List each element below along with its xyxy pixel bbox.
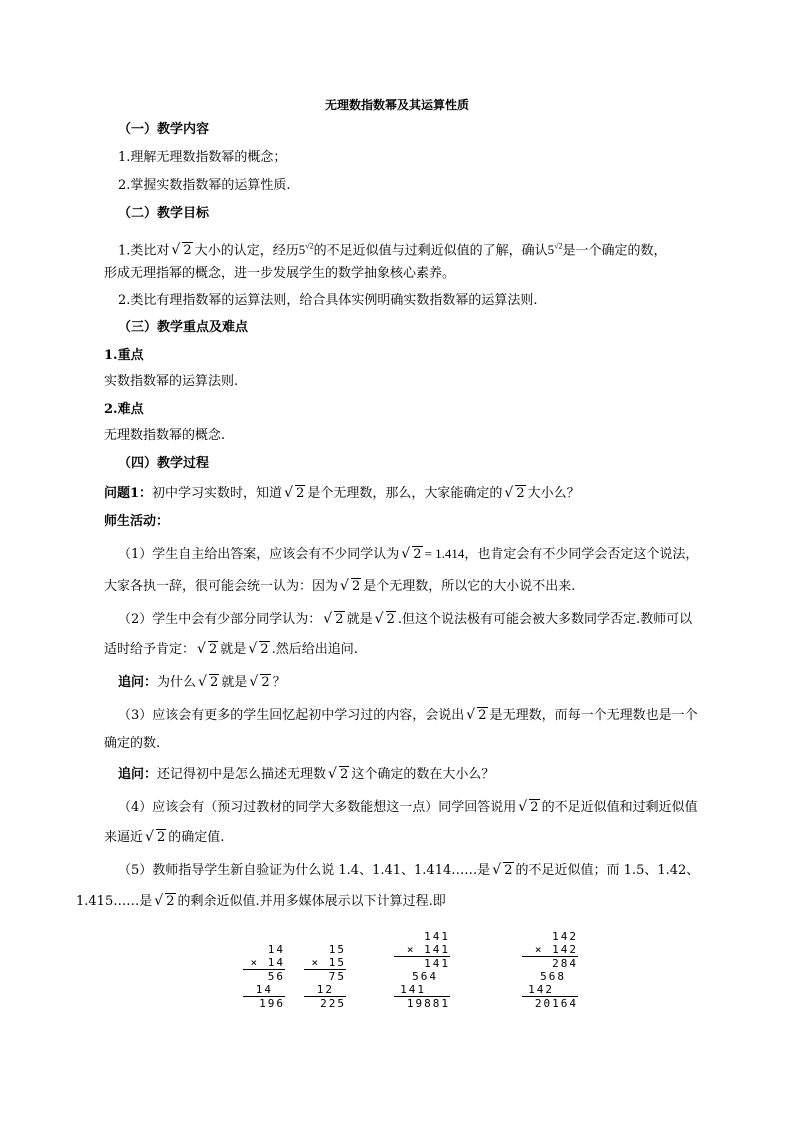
activity-heading: 师生活动： [104, 514, 170, 529]
multiplication-14x14: 14 × 14 56 14 196 [243, 943, 285, 1010]
multiplication-141x141: 141 × 141 141 564 141 19881 [394, 930, 450, 1010]
question-1: 问题1：初中学习实数时，知道√ 2 是个无理数，那么，大家能确定的√ 2 大小么？ [104, 484, 580, 504]
power-5-sqrt2: $5^{√2}$ [298, 242, 314, 258]
content-item-2: 2.掌握实数指数幂的运算性质. [118, 178, 291, 193]
section-heading-process: （四）教学过程 [118, 456, 210, 471]
difficulty-text: 无理数指数幂的概念. [104, 428, 226, 443]
sqrt-2-symbol: √ 2 [171, 241, 192, 261]
goal-1-line-2: 形成无理指幂的概念，进一步发展学生的数学抽象核心素养。 [104, 266, 456, 281]
section-heading-content: （一）教学内容 [118, 122, 210, 137]
section-heading-goals: （二）教学目标 [118, 206, 210, 221]
key-text: 实数指数幂的运算法则. [104, 374, 239, 389]
para-2-line-1: （2）学生中会有少部分同学认为：√ 2 就是√ 2 .但这个说法极有可能会被大多数同学否定.教师可以 [118, 610, 692, 630]
content-item-1: 1.理解无理数指数幂的概念； [118, 150, 287, 165]
para-1-line-1: （1）学生自主给出答案，应该会有不少同学认为√ 2 = 1.414，也肯定会有不少同学会否定这个说法， [118, 544, 698, 565]
goal-2: 2.类比有理指数幂的运算法则，给合具体实例明确实数指数幂的运算法则. [118, 293, 538, 308]
para-4-line-2: 来逼近√ 2 的确定值. [104, 828, 224, 848]
para-2-line-2: 适时给予肯定：√ 2 就是√ 2 .然后给出追问. [104, 640, 358, 660]
difficulty-heading: 2.难点 [104, 402, 144, 417]
para-1-line-2: 大家各执一辞，很可能会统一认为：因为√ 2 是个无理数，所以它的大小说不出来. [104, 577, 575, 597]
para-3-line-1: （3）应该会有更多的学生回忆起初中学习过的内容，会说出√ 2 是无理数，而每一个无理数也是一个 [118, 706, 698, 726]
section-heading-key-points: （三）教学重点及难点 [118, 320, 249, 335]
goal-1-line-1: 1.类比对√ 2 大小的认定，经历$5^{√2}$的不足近似值与过剩近似值的了解，确认$5^{√2}$是一个确定的数， [118, 237, 667, 261]
power-5-sqrt2: $5^{√2}$ [547, 242, 563, 258]
page-title: 无理数指数幂及其运算性质 [324, 98, 469, 112]
follow-up-2: 追问：还记得初中是怎么描述无理数√ 2 这个确定的数在大小么？ [118, 765, 494, 785]
key-heading: 1.重点 [104, 348, 144, 363]
para-5-line-1: （5）教师指导学生新自验证为什么说 1.4、1.41、1.414……是√ 2 的不足近似值；而 1.5、1.42、 [118, 861, 699, 881]
para-3-line-2: 确定的数. [104, 736, 161, 751]
multiplication-142x142: 142 × 142 284 568 142 20164 [522, 930, 578, 1010]
para-5-line-2: 1.415……是√ 2 的剩余近似值.并用多媒体展示以下计算过程.即 [76, 892, 446, 912]
multiplication-15x15: 15 × 15 75 12 225 [304, 943, 346, 1010]
follow-up-1: 追问：为什么√ 2 就是√ 2 ？ [118, 673, 286, 693]
para-4-line-1: （4）应该会有（预习过教材的同学大多数能想这一点）同学回答说用√ 2 的不足近似值和过剩近似值 [118, 798, 698, 818]
